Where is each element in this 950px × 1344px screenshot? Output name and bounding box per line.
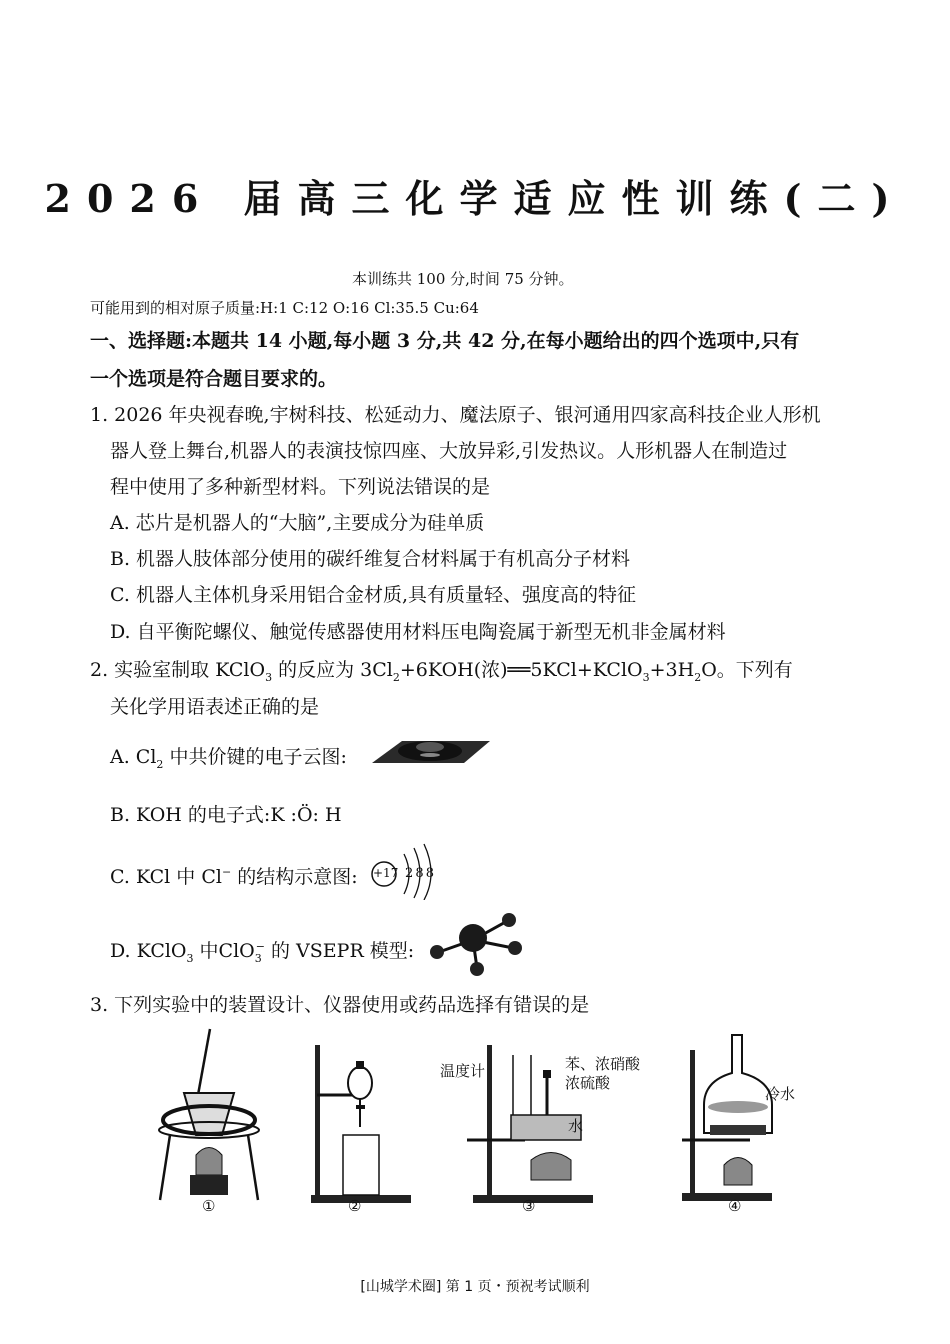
q1-option-d: D. 自平衡陀螺仪、触觉传感器使用材料压电陶瓷属于新型无机非金属材料: [110, 621, 726, 643]
apparatus-2-icon: [305, 1035, 415, 1205]
apparatus-figures: [150, 1025, 840, 1220]
label-thermometer: 温度计: [440, 1062, 486, 1080]
label-benzene-nitric: 苯、浓硝酸: [565, 1055, 641, 1073]
section-heading-line2: 一个选项是符合题目要求的。: [90, 368, 338, 390]
fig-label-3: ③: [522, 1197, 536, 1215]
apparatus-1-icon: [150, 1025, 260, 1205]
q1-option-a: A. 芯片是机器人的“大脑”,主要成分为硅单质: [110, 512, 485, 534]
cl-ion-structure-diagram: [370, 840, 450, 900]
q2-option-d: D. KClO$_3$ 中ClO$_3$− 的 VSEPR 模型:: [110, 939, 415, 965]
vsepr-model-image: [425, 912, 525, 978]
exam-duration: 本训练共 100 分,时间 75 分钟。: [352, 270, 574, 288]
q2-stem-line2: 关化学用语表述正确的是: [110, 696, 320, 718]
electron-cloud-image: [372, 733, 492, 771]
page-title: 2026 届高三化学适应性训练(二): [44, 176, 906, 221]
apparatus-4-icon: [680, 1025, 790, 1205]
q3-stem: 3. 下列实验中的装置设计、仪器使用或药品选择有错误的是: [90, 994, 590, 1016]
q1-stem-line3: 程中使用了多种新型材料。下列说法错误的是: [110, 476, 491, 498]
nucleus-label: +17: [373, 866, 399, 880]
shell-electrons: 2 8 8: [405, 866, 434, 881]
fig-label-2: ②: [348, 1197, 362, 1215]
label-cold-water: 冷水: [765, 1085, 796, 1103]
fig-label-1: ①: [202, 1197, 216, 1215]
section-heading-line1: 一、选择题:本题共 14 小题,每小题 3 分,共 42 分,在每小题给出的四个选项中,只有: [90, 330, 800, 352]
q1-option-c: C. 机器人主体机身采用铝合金材质,具有质量轻、强度高的特征: [110, 584, 636, 606]
q1-stem-line2: 器人登上舞台,机器人的表演技惊四座、大放异彩,引发热议。人形机器人在制造过: [110, 440, 788, 462]
page-footer: [山城学术圈] 第 1 页・预祝考试顺利: [360, 1279, 590, 1295]
label-sulfuric: 浓硫酸: [565, 1074, 611, 1092]
q1-stem-line1: 1. 2026 年央视春晚,宇树科技、松延动力、魔法原子、银河通用四家高科技企业人形机: [90, 404, 821, 426]
fig-label-4: ④: [728, 1197, 742, 1215]
q2-option-b: B. KOH 的电子式:K :Ö: H: [110, 804, 342, 826]
q2-option-c: C. KCl 中 Cl− 的结构示意图:: [110, 865, 358, 888]
q2-option-a: A. $Cl_2$ 中共价键的电子云图:: [110, 746, 347, 771]
atomic-masses: 可能用到的相对原子质量:H:1 C:12 O:16 Cl:35.5 Cu:64: [90, 299, 479, 317]
q1-option-b: B. 机器人肢体部分使用的碳纤维复合材料属于有机高分子材料: [110, 548, 631, 570]
q2-stem-line1: 2. 实验室制取 KClO$_3$ 的反应为 $3Cl_2+6KOH$(浓)$══5KCl+KClO_3+3H_2O$。下列有: [90, 659, 793, 684]
label-water: 水: [568, 1117, 584, 1135]
